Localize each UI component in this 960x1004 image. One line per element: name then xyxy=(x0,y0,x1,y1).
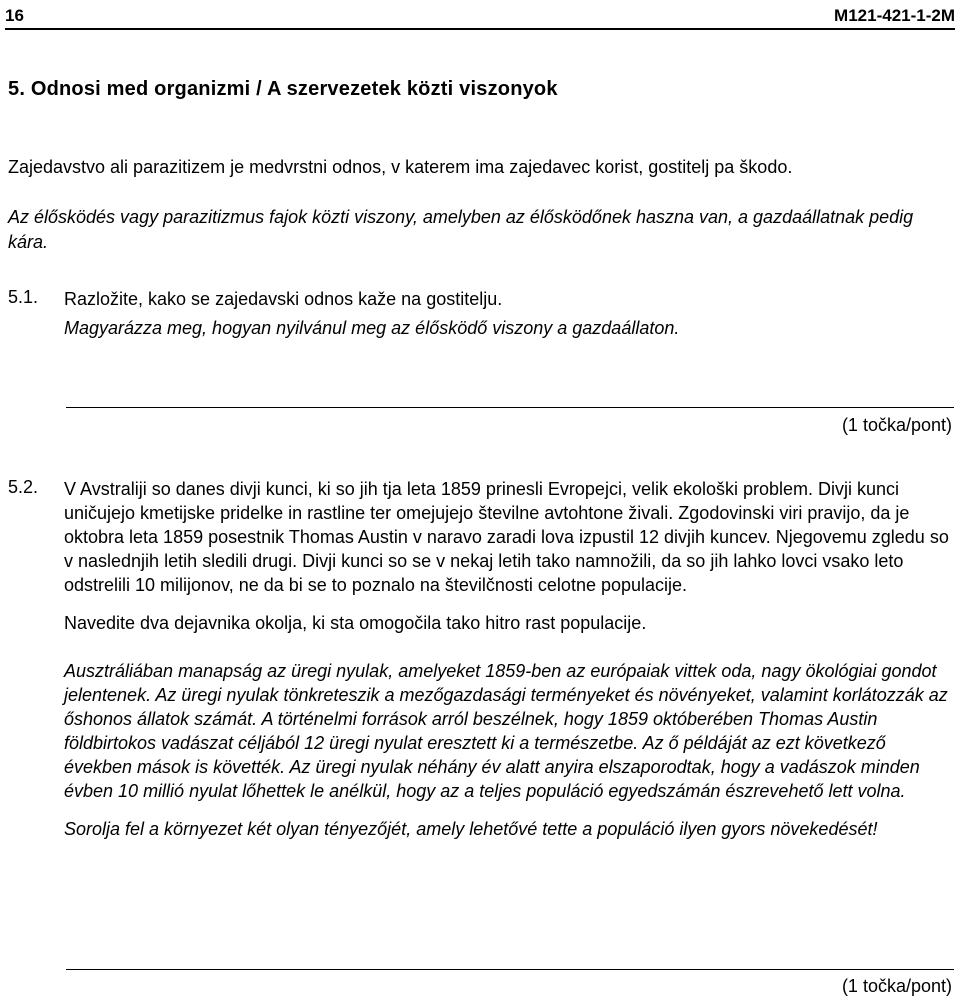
question-5-1-text-sl: Razložite, kako se zajedavski odnos kaže na gostitelju. xyxy=(64,289,503,309)
page-number: 16 xyxy=(5,6,24,25)
intro-slovenian: Zajedavstvo ali parazitizem je medvrstni odnos, v katerem ima zajedavec korist, gostitelj pa škodo. xyxy=(8,157,793,177)
question-number-5-1: 5.1. xyxy=(8,287,39,307)
question-number-5-2: 5.2. xyxy=(8,477,39,497)
intro-hungarian: Az élősködés vagy parazitizmus fajok közti viszony, amelyben az élősködőnek haszna van, a gazdaállatnak pedig kára. xyxy=(8,207,914,252)
exam-code: M121-421-1-2M xyxy=(834,6,955,25)
question-5-2-prompt-sl: Navedite dva dejavnika okolja, ki sta omogočila tako hitro rast populacije. xyxy=(64,613,647,633)
answer-line-5-2[interactable] xyxy=(66,969,954,970)
page-header xyxy=(5,4,955,30)
points-5-2: (1 točka/pont) xyxy=(841,976,952,996)
answer-line-5-1[interactable] xyxy=(66,407,954,408)
question-5-2-body xyxy=(64,477,956,841)
question-5-2-context-hu: Ausztráliában manapság az üregi nyulak, amelyeket 1859-ben az európaiak vittek oda, nagy ökológiai gondot jelentenek. Az üregi nyulak tönkreteszik a mezőgazdasági terményeket és növényeket, valamint korlátozzák az őshonos állatok számát. A történelmi források arról beszélnek, hogy 1859 októberében Thomas Austin földbirtokos vadászat céljából 12 üregi nyulat eresztett ki a természetbe. Az ő példáját az ezt következő években mások is követték. Az üregi nyulak néhány év alatt anyira elszaporodtak, hogy a vadászok minden évben 10 millió nyulat lőhettek le anélkül, hogy az a teljes populáció egyedszámán észrevehető lett volna. xyxy=(64,661,948,801)
section-title: 5. Odnosi med organizmi / A szervezetek közti viszonyok xyxy=(8,78,558,100)
points-5-1: (1 točka/pont) xyxy=(841,415,952,435)
question-5-1-text-hu: Magyarázza meg, hogyan nyilvánul meg az élősködő viszony a gazdaállaton. xyxy=(64,318,680,338)
question-5-2-context-sl: V Avstraliji so danes divji kunci, ki so jih tja leta 1859 prinesli Evropejci, velik ekološki problem. Divji kunci uničujejo kmetijske pridelke in rastline ter omejujejo številne avtohtone živali. Zgodovinski viri pravijo, da je oktobra leta 1859 posestnik Thomas Austin v naravo zaradi lova izpustil 12 divjih kuncev. Njegovemu zgledu so v naslednjih letih sledili drugi. Divji kunci so se v nekaj letih tako namnožili, da so jih lahko lovci vsako leto odstrelili 10 milijonov, ne da bi se to poznalo na številčnosti celotne populacije. xyxy=(64,479,949,595)
question-5-1-body xyxy=(64,287,956,340)
question-5-2-prompt-hu: Sorolja fel a környezet két olyan tényezőjét, amely lehetővé tette a populáció ilyen gyors növekedését! xyxy=(64,819,878,839)
